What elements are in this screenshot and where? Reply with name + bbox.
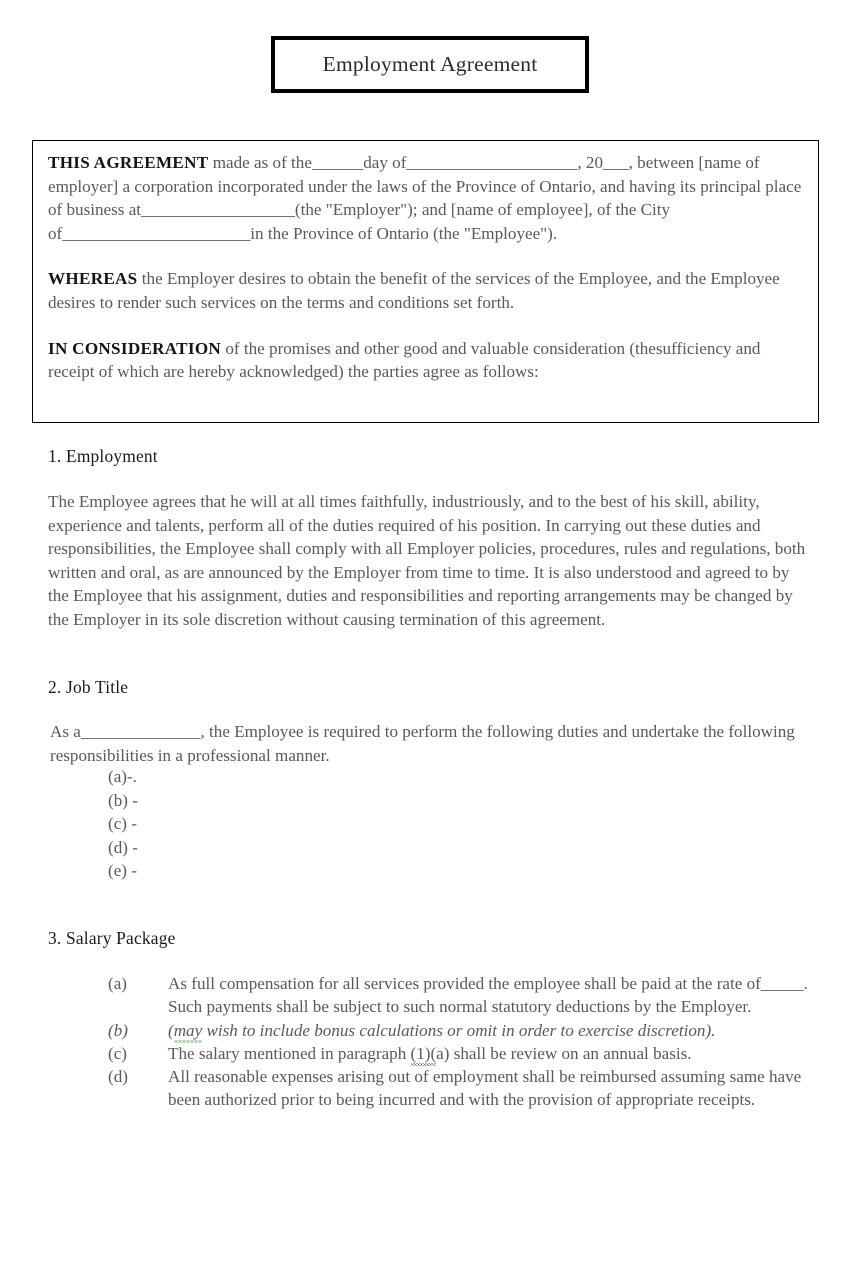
section-heading-salary-package: 3. Salary Package xyxy=(48,928,176,948)
list-item: (e) - xyxy=(108,861,137,880)
document-title-box xyxy=(271,36,589,93)
salary-package-list xyxy=(108,972,818,1112)
list-item xyxy=(108,1065,818,1112)
list-item-marker: (c) xyxy=(108,1043,127,1063)
page-title: Employment Agreement xyxy=(322,52,538,76)
recital-2-lead: WHEREAS xyxy=(48,269,138,289)
list-item: (d) - xyxy=(108,837,138,857)
recitals-box xyxy=(32,140,819,423)
recital-3-lead: IN CONSIDERATION xyxy=(48,338,222,358)
list-item-marker: (b) xyxy=(108,1020,128,1040)
list-item-text-pre: The salary mentioned in paragraph xyxy=(168,1043,411,1063)
recital-3-text: of the promises and other good and valuable consideration (thesufficiency and receipt of which are hereby acknowledged) the parties agree as follows: xyxy=(48,338,761,382)
recital-paragraph-2 xyxy=(48,267,804,314)
list-item-text: As full compensation for all services provided the employee shall be paid at the rate of_____. Such payments shall be subject to such normal statutory deductions by the Employer. xyxy=(168,974,808,1017)
list-item-marker: (d) xyxy=(108,1067,128,1087)
list-item-text-pre: ( xyxy=(168,1020,174,1040)
job-title-duty-list xyxy=(108,765,138,883)
list-item xyxy=(108,1042,818,1065)
list-item xyxy=(108,1019,818,1042)
list-item-marker: (a) xyxy=(108,974,127,993)
list-item xyxy=(108,972,818,1019)
list-item-text-post: a) shall be review on an annual basis. xyxy=(436,1043,692,1063)
list-item-text-post: wish to include bonus calculations or omit in order to exercise discretion). xyxy=(202,1020,716,1040)
recital-2-text: the Employer desires to obtain the benefit of the services of the Employee, and the Employee desires to render such services on the terms and conditions set forth. xyxy=(48,269,780,312)
list-item: (b) - xyxy=(108,790,138,810)
recital-1-text: made as of the______day of____________________, 20___, between [name of employer] a corporation incorporated under the laws of the Province of Ontario, and having its principal place of business at__________________(the "Employer"); and [name of employee], of the City of______________________in the Province of Ontario (the "Employee"). xyxy=(48,153,802,243)
section-body-employment: The Employee agrees that he will at all times faithfully, industriously, and to the best of his skill, ability, experience and talents, perform all of the duties required of his position. In carrying out these duties and responsibilities, the Employee shall comply with all Employer policies, procedures, rules and regulations, both written and oral, as are announced by the Employer from time to time. It is also understood and agreed to by the Employee that his assignment, duties and responsibilities and reporting arrangements may be changed by the Employer in its sole discretion without causing termination of this agreement. xyxy=(48,492,806,629)
section-heading-employment: 1. Employment xyxy=(48,446,158,466)
section-heading-job-title: 2. Job Title xyxy=(48,677,129,697)
list-item-text xyxy=(168,1042,818,1065)
list-item: (a)-. xyxy=(108,767,137,786)
list-item: (c) - xyxy=(108,814,137,833)
recital-paragraph-1 xyxy=(48,151,804,245)
list-item-text xyxy=(168,1019,818,1042)
list-item-text: All reasonable expenses arising out of employment shall be reimbursed assuming same have been authorized prior to being incurred and with the provision of appropriate receipts. xyxy=(168,1067,802,1110)
spellcheck-flagged-word: (1)( xyxy=(411,1042,437,1065)
recital-1-lead: THIS AGREEMENT xyxy=(48,153,209,172)
recital-paragraph-3 xyxy=(48,337,804,384)
section-body-job-title: As a______________, the Employee is required to perform the following duties and undertake the following responsibilities in a professional manner. xyxy=(50,722,795,765)
spellcheck-flagged-word: may xyxy=(174,1019,202,1042)
